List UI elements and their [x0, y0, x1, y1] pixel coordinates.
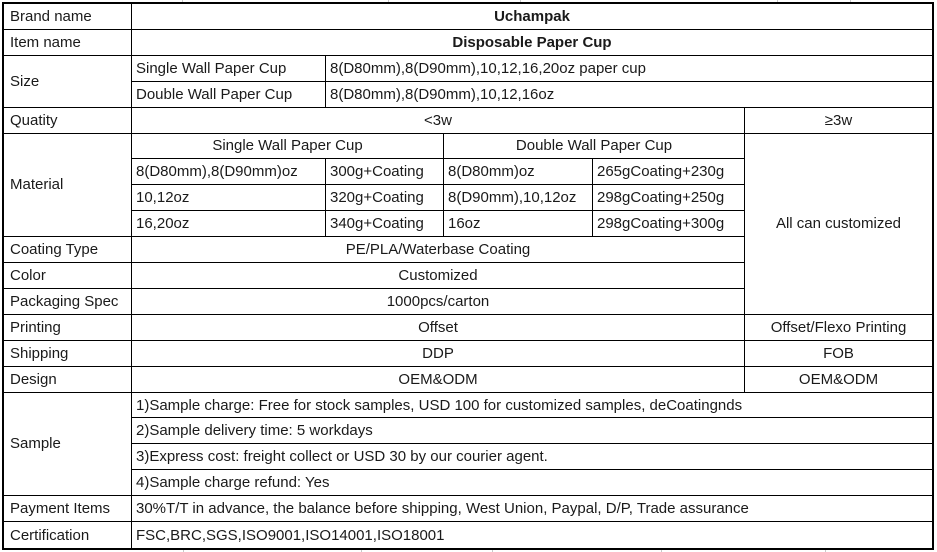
item-name-value: Disposable Paper Cup	[132, 30, 932, 56]
quatity-label: Quatity	[4, 108, 132, 134]
material-single-size-3: 16,20oz	[132, 211, 326, 237]
size-label: Size	[4, 56, 132, 108]
printing-value: Offset	[132, 315, 745, 341]
quatity-above-3w: ≥3w	[745, 108, 932, 134]
coating-type-label: Coating Type	[4, 237, 132, 263]
packaging-spec-label: Packaging Spec	[4, 289, 132, 315]
color-label: Color	[4, 263, 132, 289]
packaging-spec-value: 1000pcs/carton	[132, 289, 745, 315]
certification-label: Certification	[4, 522, 132, 548]
material-double-weight-1: 265gCoating+230g	[593, 159, 745, 185]
size-double-wall-label: Double Wall Paper Cup	[132, 82, 326, 108]
design-value: OEM&ODM	[132, 367, 745, 393]
size-single-wall-value: 8(D80mm),8(D90mm),10,12,16,20oz paper cup	[326, 56, 932, 82]
sample-label: Sample	[4, 393, 132, 497]
material-double-weight-2: 298gCoating+250g	[593, 185, 745, 211]
design-right-value: OEM&ODM	[745, 367, 932, 393]
shipping-label: Shipping	[4, 341, 132, 367]
design-label: Design	[4, 367, 132, 393]
material-double-size-3: 16oz	[444, 211, 593, 237]
material-customized-note: All can customized	[745, 134, 932, 315]
coating-type-value: PE/PLA/Waterbase Coating	[132, 237, 745, 263]
product-spec-table	[2, 2, 934, 550]
material-double-size-2: 8(D90mm),10,12oz	[444, 185, 593, 211]
color-value: Customized	[132, 263, 745, 289]
material-single-weight-2: 320g+Coating	[326, 185, 444, 211]
material-single-weight-3: 340g+Coating	[326, 211, 444, 237]
sample-item-2: 2)Sample delivery time: 5 workdays	[132, 418, 932, 444]
quatity-below-3w: <3w	[132, 108, 745, 134]
material-double-wall-header: Double Wall Paper Cup	[444, 134, 745, 160]
printing-right-value: Offset/Flexo Printing	[745, 315, 932, 341]
certification-value: FSC,BRC,SGS,ISO9001,ISO14001,ISO18001	[136, 526, 445, 544]
item-name-label: Item name	[4, 30, 132, 56]
sample-item-4: 4)Sample charge refund: Yes	[132, 470, 932, 496]
material-single-wall-header: Single Wall Paper Cup	[132, 134, 444, 160]
size-double-wall-value: 8(D80mm),8(D90mm),10,12,16oz	[326, 82, 932, 108]
size-single-wall-label: Single Wall Paper Cup	[132, 56, 326, 82]
material-double-size-1: 8(D80mm)oz	[444, 159, 593, 185]
shipping-right-value: FOB	[745, 341, 932, 367]
payment-items-value: 30%T/T in advance, the balance before shipping, West Union, Paypal, D/P, Trade assurance	[132, 496, 932, 522]
payment-items-label: Payment Items	[4, 496, 132, 522]
brand-name-label: Brand name	[4, 4, 132, 30]
material-single-size-1: 8(D80mm),8(D90mm)oz	[132, 159, 326, 185]
material-label: Material	[4, 134, 132, 238]
sample-item-1: 1)Sample charge: Free for stock samples, USD 100 for customized samples, deCoatingnds	[132, 393, 932, 419]
brand-name-value: Uchampak	[132, 4, 932, 30]
material-double-weight-3: 298gCoating+300g	[593, 211, 745, 237]
printing-label: Printing	[4, 315, 132, 341]
sample-item-3: 3)Express cost: freight collect or USD 30 by our courier agent.	[132, 444, 932, 470]
material-single-weight-1: 300g+Coating	[326, 159, 444, 185]
material-single-size-2: 10,12oz	[132, 185, 326, 211]
shipping-value: DDP	[132, 341, 745, 367]
